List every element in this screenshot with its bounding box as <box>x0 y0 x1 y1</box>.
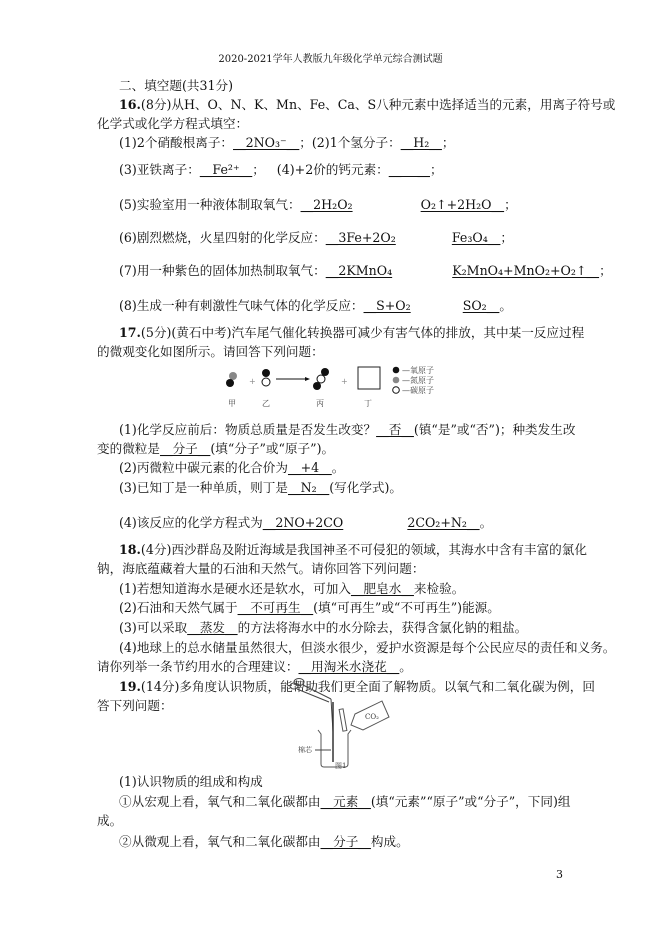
label-bing: 丙 <box>316 399 324 408</box>
answer-blank: __元素__ <box>320 794 371 809</box>
text-segment: (镇“是”或“否”)；种类发生改 <box>413 422 576 437</box>
answer-blank: __Fe²⁺__ <box>199 162 253 177</box>
text-segment: 成。 <box>97 813 123 828</box>
page-header: 2020-2021学年人教版九年级化学单元综合测试题 <box>218 54 443 65</box>
text-line <box>119 297 512 315</box>
text-segment: ①从宏观上看，氧气和二氧化碳都由 <box>119 794 321 809</box>
text-segment: (8分)从H、O、N、K、Mn、Fe、Ca、S八种元素中选择适当的元素，用离子符号或 <box>140 97 616 112</box>
text-segment: (1)若想知道海水是硬水还是软水，可加入 <box>119 581 351 596</box>
legend-carbon: —碳原子 <box>402 386 434 395</box>
text-segment: (5分)(黄石中考)汽车尾气催化转换器可减少有害气体的排放，其中某一反应过程 <box>140 325 585 340</box>
text-segment: 来检验。 <box>413 581 465 596</box>
text-segment: ； (4)+2价的钙元素： <box>252 162 389 177</box>
question-number: 17. <box>119 325 141 340</box>
text-line <box>119 580 464 598</box>
text-line <box>119 599 500 617</box>
text-segment: (4)该反应的化学方程式为 <box>119 515 263 530</box>
text-line <box>119 639 615 657</box>
answer-blank: __蒸发__ <box>187 620 238 635</box>
text-segment: 的微观变化如图所示。请回答下列问题： <box>97 344 324 359</box>
answer-blank: __N₂__ <box>287 480 330 495</box>
answer-blank: Fe₃O₄__ <box>451 230 501 245</box>
text-line <box>97 115 248 133</box>
text-segment <box>392 263 452 278</box>
text-line <box>97 343 324 361</box>
bottle-label: CO₂ <box>365 713 379 721</box>
answer-blank: __分子__ <box>159 441 211 456</box>
figure-1-co2-experiment <box>285 672 405 772</box>
text-segment <box>396 230 452 245</box>
legend-oxygen: —氧原子 <box>402 366 434 375</box>
text-line <box>119 479 402 497</box>
text-segment: ； <box>429 162 443 177</box>
text-line <box>119 793 570 811</box>
text-segment: (填“元素”“原子”或“分子”，下同)组 <box>370 794 571 809</box>
text-line <box>119 96 615 114</box>
text-line <box>119 833 409 851</box>
answer-blank: __H₂__ <box>400 135 442 150</box>
text-segment: 。 <box>499 298 512 313</box>
answer-blank: __用淘米水浇花__ <box>298 659 400 674</box>
text-segment: 。 <box>479 515 493 530</box>
label-yi: 乙 <box>262 399 270 408</box>
figure-caption: 图1 <box>335 762 347 770</box>
answer-blank: __ __ <box>388 162 430 177</box>
answer-blank: __2H₂O₂ <box>300 197 353 212</box>
text-segment: (3)可以采取 <box>119 620 188 635</box>
text-segment: (1)认识物质的组成和构成 <box>119 774 263 789</box>
text-segment: ②从微观上看，氧气和二氧化碳都由 <box>119 834 321 849</box>
text-segment: (2)石油和天然气属于 <box>119 600 238 615</box>
svg-text:+: + <box>341 377 348 386</box>
text-segment: ； <box>500 230 513 245</box>
text-line <box>119 196 517 214</box>
text-segment: (2)丙微粒中碳元素的化合价为 <box>119 460 288 475</box>
text-segment <box>343 515 407 530</box>
text-segment: ；(2)1个氢分子： <box>299 135 401 150</box>
text-line <box>119 77 233 95</box>
page-number: 3 <box>556 868 563 881</box>
answer-blank: SO₂__ <box>462 298 500 313</box>
text-line <box>119 262 612 280</box>
answer-blank: __2NO₃⁻__ <box>233 135 300 150</box>
answer-blank: K₂MnO₄+MnO₂+O₂↑__ <box>452 263 600 278</box>
text-segment: 。 <box>399 659 412 674</box>
answer-blank: __不可再生__ <box>237 600 314 615</box>
tongs-icon <box>290 679 333 733</box>
text-segment: 构成。 <box>370 834 409 849</box>
molecule-bing <box>313 368 329 390</box>
question-number: 16. <box>119 97 141 112</box>
text-segment: (5)实验室用一种液体制取氧气： <box>119 197 301 212</box>
unknown-box <box>358 367 380 389</box>
text-segment: ； <box>441 135 455 150</box>
molecule-yi <box>262 369 270 386</box>
text-line <box>119 514 492 532</box>
answer-blank: 2CO₂+N₂__ <box>407 515 480 530</box>
text-segment: 的方法将海水中的水分除去，获得含氯化钠的粗盐。 <box>237 620 528 635</box>
answer-blank: __+4__ <box>287 460 332 475</box>
text-segment: 变的微粒是 <box>97 441 160 456</box>
answer-blank: __否__ <box>376 422 414 437</box>
text-line <box>97 560 424 578</box>
text-segment: 化学式或化学方程式填空： <box>97 116 249 131</box>
text-line <box>119 324 584 342</box>
text-segment: ； <box>599 263 612 278</box>
text-segment: 答下列问题： <box>97 698 173 713</box>
question-number: 19. <box>119 679 141 694</box>
label-ding: 丁 <box>364 399 372 408</box>
text-line <box>119 619 527 637</box>
text-line <box>119 421 575 439</box>
molecule-jia <box>226 372 237 387</box>
legend-nitrogen: —氮原子 <box>402 376 434 385</box>
text-line <box>119 773 263 791</box>
text-line <box>119 161 443 179</box>
text-segment <box>353 197 421 212</box>
text-segment: (填“分子”或“原子”)。 <box>210 441 335 456</box>
svg-text:+: + <box>249 377 256 386</box>
text-segment: (填“可再生”或“不可再生”)能源。 <box>313 600 500 615</box>
text-segment: (写化学式)。 <box>329 480 403 495</box>
text-segment: (3)已知丁是一种单质，则丁是 <box>119 480 288 495</box>
text-line <box>119 134 455 152</box>
text-segment: (7)用一种紫色的固体加热制取氧气： <box>119 263 326 278</box>
label-jia: 甲 <box>228 399 236 408</box>
text-segment: ； <box>504 197 517 212</box>
text-line <box>97 697 173 715</box>
text-segment: 二、填空题(共31分) <box>119 78 234 93</box>
answer-blank: __分子__ <box>320 834 371 849</box>
text-segment: (14分)多角度认识物质，能帮助我们更全面了解物质。以氧气和二氧化碳为例，回 <box>140 679 595 694</box>
text-segment: (3)亚铁离子： <box>119 162 200 177</box>
text-line <box>119 459 344 477</box>
text-segment <box>411 298 463 313</box>
reaction-diagram <box>220 362 450 412</box>
answer-blank: __2KMnO₄ <box>325 263 393 278</box>
text-segment: (1)化学反应前后：物质总质量是否发生改变？ <box>119 422 377 437</box>
text-segment: (4分)西沙群岛及附近海域是我国神圣不可侵犯的领域，其海水中含有丰富的氯化 <box>140 542 587 557</box>
text-line <box>119 229 513 247</box>
text-segment: (1)2个硝酸根离子： <box>119 135 234 150</box>
text-segment: 。 <box>331 460 345 475</box>
answer-blank: __S+O₂ <box>363 298 411 313</box>
text-segment: (8)生成一种有刺激性气味气体的化学反应： <box>119 298 364 313</box>
text-line <box>119 541 587 559</box>
text-segment: 钠，海底蕴藏着大量的石油和天然气。请你回答下列问题： <box>97 561 425 576</box>
text-segment: (6)剧烈燃烧，火星四射的化学反应： <box>119 230 326 245</box>
answer-blank: __2NO+2CO <box>262 515 344 530</box>
answer-blank: O₂↑+2H₂O__ <box>420 197 505 212</box>
answer-blank: __肥皂水__ <box>350 581 414 596</box>
text-line <box>97 440 334 458</box>
text-segment: (4)地球上的总水储量虽然很大，但淡水很少，爱护水资源是每个公民应尽的责任和义务。 <box>119 640 616 655</box>
text-segment: 请你列举一条节约用水的合理建议： <box>97 659 299 674</box>
answer-blank: __3Fe+2O₂ <box>325 230 396 245</box>
text-line <box>97 812 122 830</box>
wick-label: 棉芯 <box>298 746 312 754</box>
question-number: 18. <box>119 542 141 557</box>
